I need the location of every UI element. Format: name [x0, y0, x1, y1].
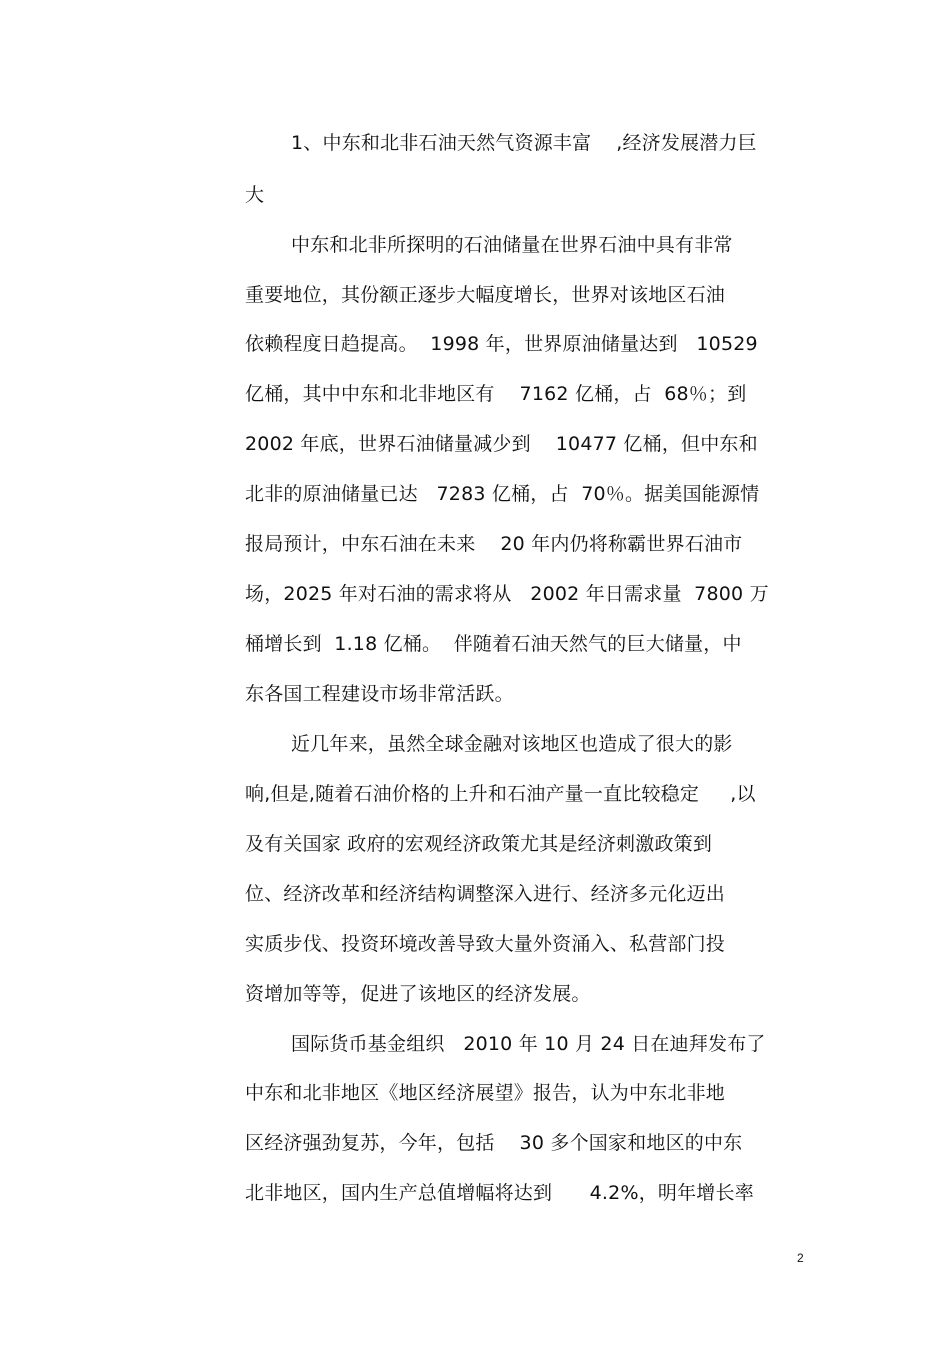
paragraph-3-line-2: 中东和北非地区《地区经济展望》报告，认为中东北非地: [245, 1082, 726, 1104]
paragraph-2-line-3: 及有关国家 政府的宏观经济政策尤其是经济刺激政策到: [245, 833, 713, 855]
page-number: 2: [797, 1251, 804, 1265]
paragraph-3-line-4: 北非地区，国内生产总值增幅将达到 4.2%，明年增长率: [245, 1182, 754, 1204]
heading-line-1: 1、中东和北非石油天然气资源丰富 ,经济发展潜力巨: [291, 132, 757, 154]
paragraph-3-line-3: 区经济强劲复苏，今年，包括 30 多个国家和地区的中东: [245, 1132, 743, 1154]
paragraph-1-line-4: 亿桶，其中中东和北非地区有 7162 亿桶，占 68％；到: [245, 383, 747, 405]
paragraph-1-line-2: 重要地位，其份额正逐步大幅度增长，世界对该地区石油: [245, 284, 726, 306]
paragraph-2-line-5: 实质步伐、投资环境改善导致大量外资涌入、私营部门投: [245, 933, 726, 955]
paragraph-1-line-3: 依赖程度日趋提高。 1998 年，世界原油储量达到 10529: [245, 333, 758, 355]
paragraph-1-line-6: 北非的原油储量已达 7283 亿桶，占 70％。据美国能源情: [245, 483, 760, 505]
paragraph-1-line-9: 桶增长到 1.18 亿桶。 伴随着石油天然气的巨大储量，中: [245, 633, 742, 655]
paragraph-1-line-10: 东各国工程建设市场非常活跃。: [245, 683, 514, 705]
paragraph-3-line-1: 国际货币基金组织 2010 年 10 月 24 日在迪拜发布了: [291, 1033, 766, 1055]
paragraph-1-line-5: 2002 年底，世界石油储量减少到 10477 亿桶，但中东和: [245, 433, 758, 455]
paragraph-2-line-6: 资增加等等，促进了该地区的经济发展。: [245, 983, 591, 1005]
paragraph-1-line-1: 中东和北非所探明的石油储量在世界石油中具有非常: [291, 234, 733, 256]
heading-line-2: 大: [245, 184, 265, 206]
paragraph-2-line-1: 近几年来，虽然全球金融对该地区也造成了很大的影: [291, 733, 733, 755]
paragraph-2-line-2: 响,但是,随着石油价格的上升和石油产量一直比较稳定 ,以: [245, 783, 756, 805]
paragraph-1-line-8: 场，2025 年对石油的需求将从 2002 年日需求量 7800 万: [245, 583, 769, 605]
paragraph-1-line-7: 报局预计，中东石油在未来 20 年内仍将称霸世界石油市: [245, 533, 743, 555]
paragraph-2-line-4: 位、经济改革和经济结构调整深入进行、经济多元化迈出: [245, 883, 726, 905]
